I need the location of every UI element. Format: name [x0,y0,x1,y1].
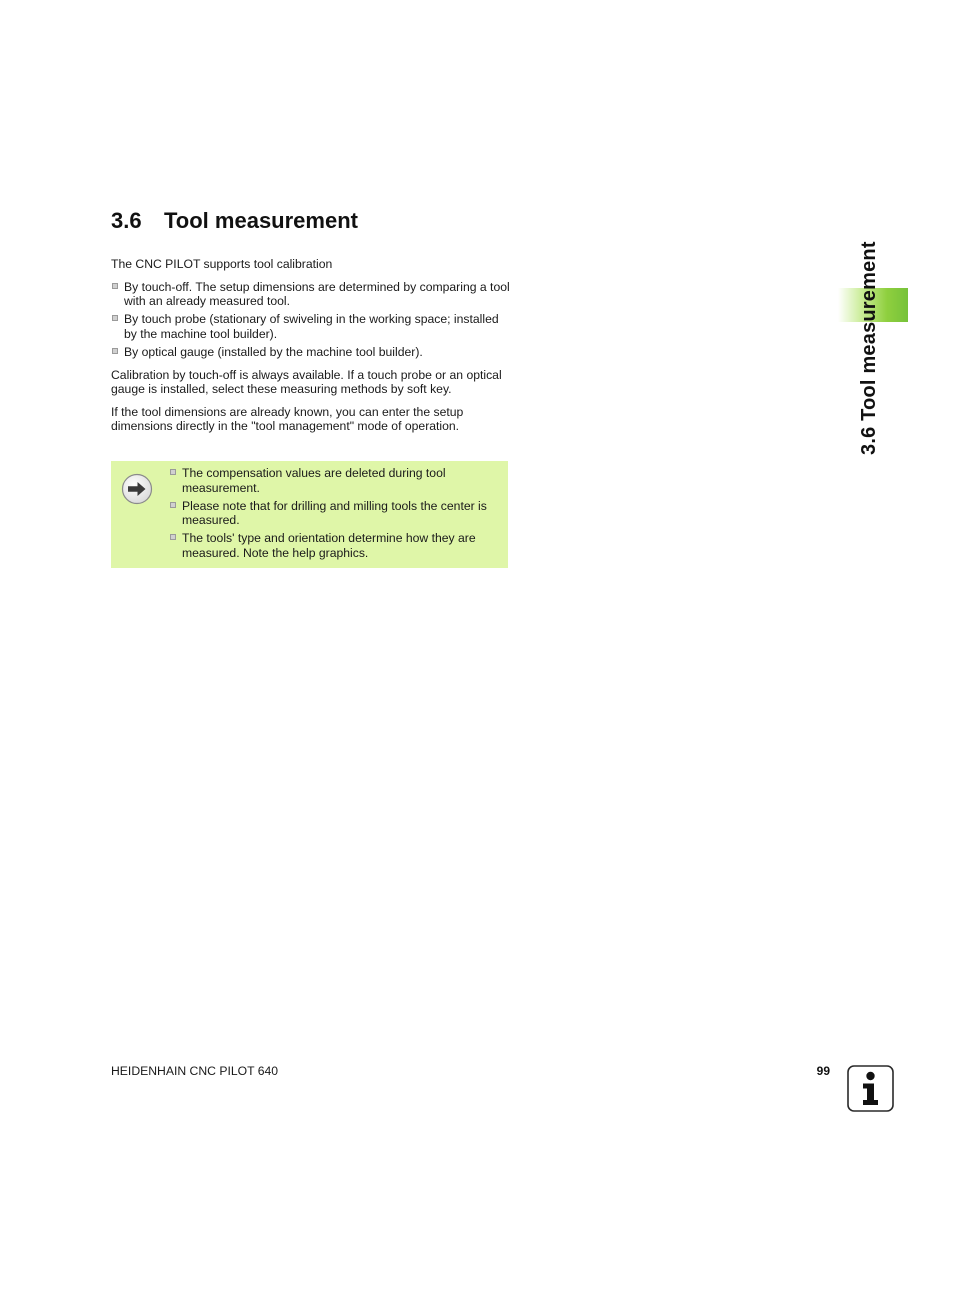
list-item: By optical gauge (installed by the machine tool builder). [111,345,511,360]
list-item: By touch probe (stationary of swiveling in the working space; installed by the machine tool builder). [111,312,511,341]
footer-product: HEIDENHAIN CNC PILOT 640 [111,1064,279,1078]
list-item: By touch-off. The setup dimensions are determined by comparing a tool with an already measured tool. [111,280,511,309]
page-number: 99 [816,1064,830,1078]
bullet-square-icon [112,315,118,321]
calibration-methods-list [111,280,511,360]
arrow-right-icon [121,473,153,505]
note-box [111,461,508,568]
list-item: The tools' type and orientation determine how they are measured. Note the help graphics. [170,531,500,560]
section-title: Tool measurement [164,208,358,233]
section-number: 3.6 [111,208,142,233]
paragraph: If the tool dimensions are already known, you can enter the setup dimensions directly in the "tool management" mode of operation. [111,404,464,434]
side-chapter-title: 3.6 Tool measurement [858,241,880,455]
bullet-square-icon [170,534,176,540]
note-list [170,466,500,564]
paragraph: Calibration by touch-off is always available. If a touch probe or an optical gauge is installed, select these measuring methods by soft key. [111,367,502,397]
page-title [111,208,358,234]
bullet-square-icon [170,469,176,475]
info-icon [847,1065,894,1112]
bullet-square-icon [112,348,118,354]
list-item: The compensation values are deleted during tool measurement. [170,466,500,495]
bullet-square-icon [170,502,176,508]
intro-text: The CNC PILOT supports tool calibration [111,257,333,271]
list-item: Please note that for drilling and milling tools the center is measured. [170,499,500,528]
main-content [111,257,511,442]
bullet-square-icon [112,283,118,289]
